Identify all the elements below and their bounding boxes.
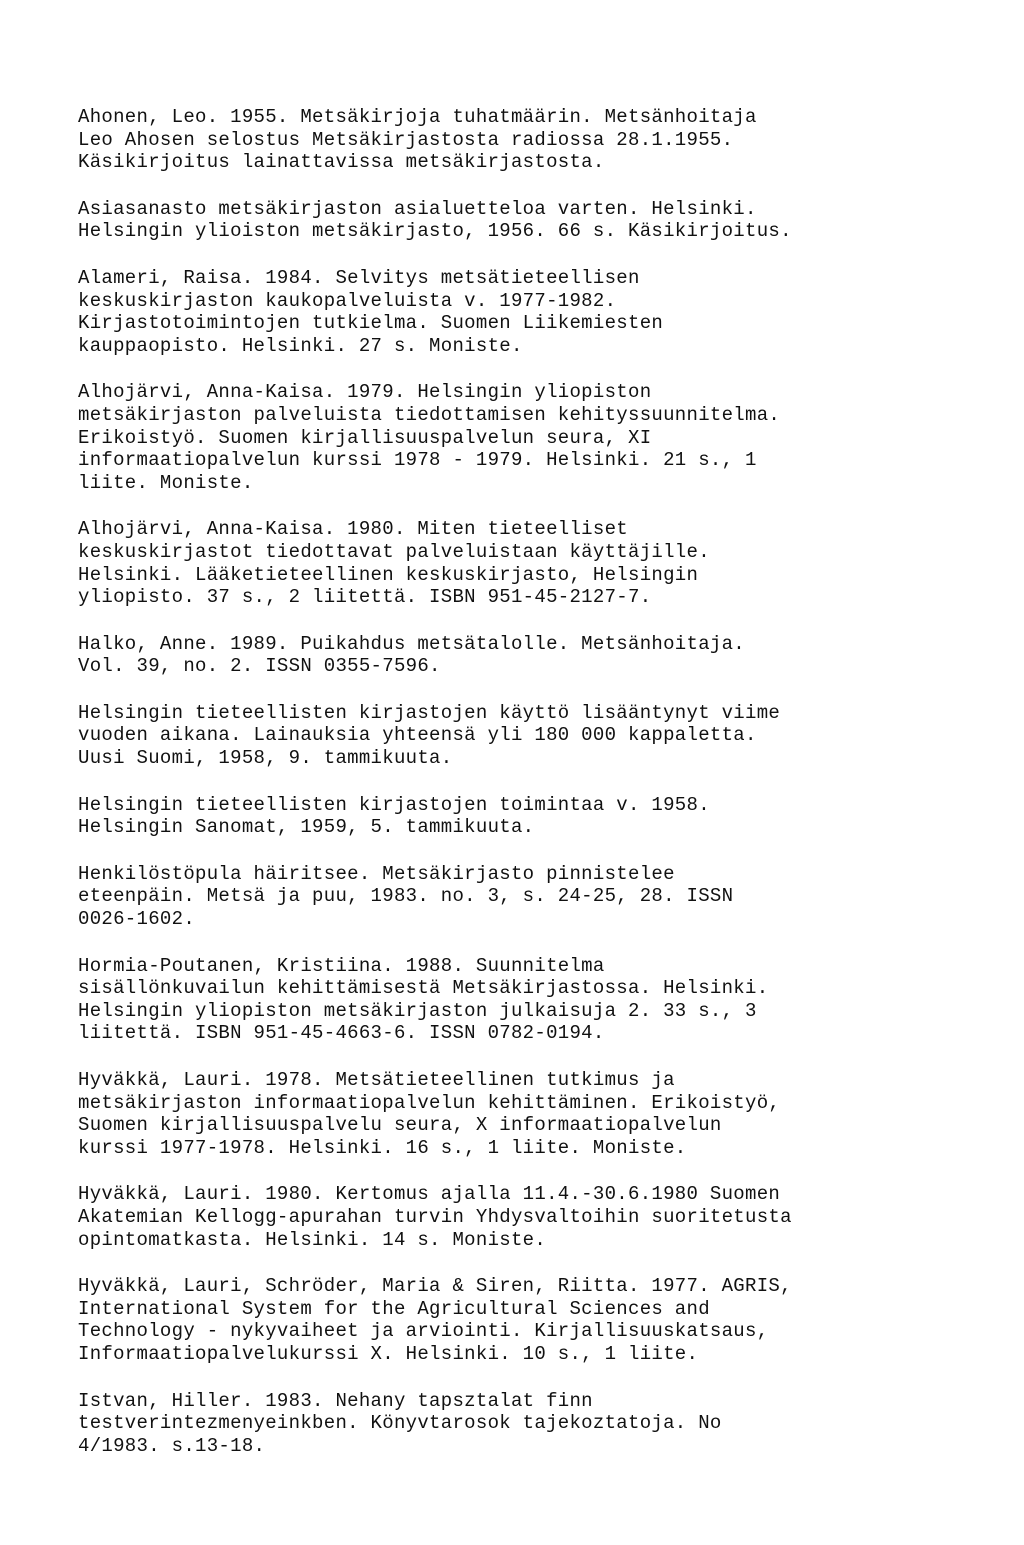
bibliography-entry-halko-1989 bbox=[78, 633, 978, 678]
entry-line: Helsingin ylioiston metsäkirjasto, 1956. 66 s. Käsikirjoitus. bbox=[78, 220, 792, 243]
bibliography-entry-hyvakka-schroder-siren-1977 bbox=[78, 1275, 978, 1365]
entry-line: Istvan, Hiller. 1983. Nehany tapsztalat finn bbox=[78, 1389, 593, 1412]
entry-line: Hormia-Poutanen, Kristiina. 1988. Suunnitelma bbox=[78, 954, 605, 977]
bibliography-entry-helsingin-toimintaa bbox=[78, 794, 978, 839]
bibliography-entry-alameri-1984 bbox=[78, 267, 978, 357]
bibliography-entry-asiasanasto bbox=[78, 198, 978, 243]
entry-line: yliopisto. 37 s., 2 liitettä. ISBN 951-45-2127-7. bbox=[78, 586, 652, 609]
entry-line: Erikoistyö. Suomen kirjallisuuspalvelun seura, XI bbox=[78, 426, 652, 449]
entry-line: Helsingin tieteellisten kirjastojen käyttö lisääntynyt viime bbox=[78, 701, 781, 724]
entry-line: Helsingin tieteellisten kirjastojen toimintaa v. 1958. bbox=[78, 793, 710, 816]
entry-line: liite. Moniste. bbox=[78, 471, 254, 494]
bibliography-entry-alhojarvi-1979 bbox=[78, 381, 978, 494]
bibliography-entry-istvan-1983 bbox=[78, 1390, 978, 1458]
entry-line: International System for the Agricultural Sciences and bbox=[78, 1297, 710, 1320]
entry-line: Akatemian Kellogg-apurahan turvin Yhdysvaltoihin suoritetusta bbox=[78, 1205, 792, 1228]
entry-line: Helsingin Sanomat, 1959, 5. tammikuuta. bbox=[78, 816, 535, 839]
entry-line: Kirjastotoimintojen tutkielma. Suomen Liikemiesten bbox=[78, 312, 664, 335]
entry-line: vuoden aikana. Lainauksia yhteensä yli 180 000 kappaletta. bbox=[78, 724, 757, 747]
bibliography-entry-hyvakka-1980 bbox=[78, 1183, 978, 1251]
entry-line: Informaatiopalvelukurssi X. Helsinki. 10 s., 1 liite. bbox=[78, 1342, 699, 1365]
bibliography-entry-ahonen-1955 bbox=[78, 106, 978, 174]
entry-line: Leo Ahosen selostus Metsäkirjastosta radiossa 28.1.1955. bbox=[78, 128, 734, 151]
entry-line: Hyväkkä, Lauri. 1980. Kertomus ajalla 11.4.-30.6.1980 Suomen bbox=[78, 1183, 781, 1206]
bibliography-page bbox=[78, 106, 978, 1481]
entry-line: Uusi Suomi, 1958, 9. tammikuuta. bbox=[78, 747, 453, 770]
entry-line: Hyväkkä, Lauri. 1978. Metsätieteellinen tutkimus ja bbox=[78, 1069, 675, 1091]
entry-line: informaatiopalvelun kurssi 1978 - 1979. Helsinki. 21 s., 1 bbox=[78, 449, 757, 472]
entry-line: 0026-1602. bbox=[78, 908, 196, 931]
entry-line: Alhojärvi, Anna-Kaisa. 1980. Miten tieteelliset bbox=[78, 518, 628, 541]
entry-line: Technology - nykyvaiheet ja arviointi. Kirjallisuuskatsaus, bbox=[78, 1320, 769, 1343]
entry-line: Alhojärvi, Anna-Kaisa. 1979. Helsingin yliopiston bbox=[78, 381, 652, 404]
entry-line: 4/1983. s.13-18. bbox=[78, 1434, 266, 1457]
entry-line: Vol. 39, no. 2. ISSN 0355-7596. bbox=[78, 655, 441, 678]
entry-line: keskuskirjastot tiedottavat palveluistaan käyttäjille. bbox=[78, 540, 710, 563]
entry-line: Alameri, Raisa. 1984. Selvitys metsätieteellisen bbox=[78, 266, 640, 289]
bibliography-entry-henkilostopula bbox=[78, 863, 978, 931]
entry-line: liitettä. ISBN 951-45-4663-6. ISSN 0782-0194. bbox=[78, 1022, 605, 1045]
entry-line: metsäkirjaston palveluista tiedottamisen kehityssuunnitelma. bbox=[78, 403, 781, 426]
entry-line: sisällönkuvailun kehittämisestä Metsäkirjastossa. Helsinki. bbox=[78, 977, 769, 1000]
entry-line: opintomatkasta. Helsinki. 14 s. Moniste. bbox=[78, 1228, 547, 1251]
entry-line: keskuskirjaston kaukopalveluista v. 1977-1982. bbox=[78, 289, 617, 312]
bibliography-entry-hormia-poutanen-1988 bbox=[78, 955, 978, 1045]
entry-line: testverintezmenyeinkben. Könyvtarosok tajekoztatoja. No bbox=[78, 1412, 722, 1435]
entry-line: eteenpäin. Metsä ja puu, 1983. no. 3, s. 24-25, 28. ISSN bbox=[78, 885, 734, 908]
entry-line: kurssi 1977-1978. Helsinki. 16 s., 1 liite. Moniste. bbox=[78, 1136, 687, 1159]
entry-line: Helsinki. Lääketieteellinen keskuskirjasto, Helsingin bbox=[78, 563, 699, 586]
entry-line: Helsingin yliopiston metsäkirjaston julkaisuja 2. 33 s., 3 bbox=[78, 999, 757, 1022]
entry-line: Hyväkkä, Lauri, Schröder, Maria & Siren, Riitta. 1977. AGRIS, bbox=[78, 1275, 792, 1298]
entry-line: Halko, Anne. 1989. Puikahdus metsätalolle. Metsänhoitaja. bbox=[78, 632, 746, 655]
bibliography-entry-alhojarvi-1980 bbox=[78, 518, 978, 608]
bibliography-entry-hyvakka-1978 bbox=[78, 1069, 978, 1159]
entry-line: metsäkirjaston informaatiopalvelun kehittäminen. Erikoistyö, bbox=[78, 1091, 781, 1114]
entry-line: Henkilöstöpula häiritsee. Metsäkirjasto pinnistelee bbox=[78, 862, 675, 885]
entry-line: Ahonen, Leo. 1955. Metsäkirjoja tuhatmäärin. Metsänhoitaja bbox=[78, 106, 757, 128]
entry-line: Käsikirjoitus lainattavissa metsäkirjastosta. bbox=[78, 151, 605, 174]
entry-line: Asiasanasto metsäkirjaston asialuetteloa varten. Helsinki. bbox=[78, 197, 757, 220]
bibliography-entry-helsingin-kaytto bbox=[78, 702, 978, 770]
entry-line: Suomen kirjallisuuspalvelu seura, X informaatiopalvelun bbox=[78, 1114, 722, 1137]
entry-line: kauppaopisto. Helsinki. 27 s. Moniste. bbox=[78, 334, 523, 357]
